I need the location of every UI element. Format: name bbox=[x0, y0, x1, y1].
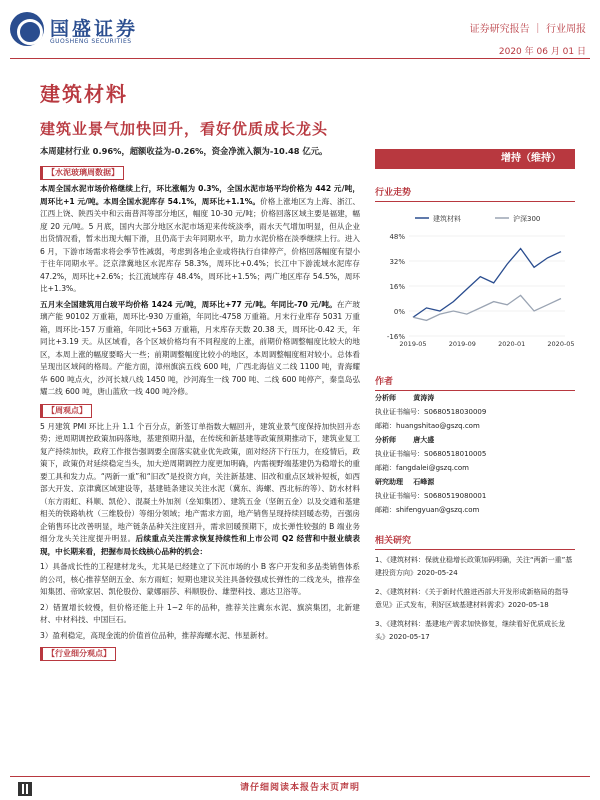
trend-chart bbox=[375, 208, 575, 358]
trend-title: 行业走势 bbox=[375, 185, 575, 202]
related-item[interactable]: 1、《建筑材料：保就业稳增长政策加码明确，关注“两新一重”基建投资方向》2020-05-24 bbox=[375, 556, 573, 577]
authors-list bbox=[375, 391, 575, 517]
report-date: 2020 年 06 月 01 日 bbox=[498, 47, 586, 57]
paragraph-body: 5 月建筑 PMI 环比上升 1.1 个百分点，新签订单指数大幅回升，建筑业景气度保持加快回升态势；逆周期调控政策加码落地，基建预期升温，在传统和新基建等政策预期推动下，建筑业复工复产持续加快，政府工作报告强调要全面落实就业优先政策，面对经济下行压力，在疫情后，政策下，政策仍对延续稳定当头，加大逆周期调控力度更加明确，内需视野端基建仍为稳增长的重要工具和发力点。“两新一重”和“旧改”是投资方向，关注新基建、旧改和重点区域补短板，如西部大开发、京津冀区域建设等，基建链条建议关注水泥（冀东、海螺、西北标的等）、防水材料（东方雨虹、科顺、凯伦）、混凝土外加剂（垒知集团）、建筑五金（坚朗五金）以及交通和基建相关的铁路轨枕（三维股份）等细分领域；地产需求方面，地产销售呈现持续回暖态势，百强房企销售环比改善明显，地产链条品种关注度回升，需求回暖预期下，成长弹性较强的 B 端业务细分龙头关注度提升明显。 bbox=[40, 421, 360, 543]
rating-badge: 增持（维持） bbox=[375, 149, 575, 169]
chart-svg bbox=[375, 208, 575, 358]
author-name: 唐大盛 bbox=[413, 436, 435, 444]
paragraph-lead: 本周全国水泥市场价格继续上行，环比涨幅为 0.3%，全国水泥市场平均价格为 442 元/吨，周环比+1 元/吨。本周全国水泥库存 54.1%，周环比+1.1%。 bbox=[40, 184, 360, 206]
footer-divider bbox=[10, 776, 590, 777]
sector-title: 建筑材料 bbox=[40, 82, 128, 106]
author-name: 黄涛涛 bbox=[413, 394, 435, 402]
x-tick-label: 2019-05 bbox=[399, 340, 427, 348]
footer-text: 请仔细阅读本报告末页声明 bbox=[239, 783, 360, 793]
x-tick-label: 2019-09 bbox=[448, 340, 476, 348]
series-line bbox=[413, 249, 561, 318]
paragraph bbox=[40, 183, 360, 296]
section-title: 【周观点】 bbox=[40, 404, 92, 418]
author-email[interactable]: 邮箱：shifengyuan@gszq.com bbox=[375, 506, 480, 514]
section-weekly-view bbox=[40, 402, 360, 643]
paragraph-body: 在产玻璃产能 90102 万重箱，周环比-930 万重箱，年同比-4758 万重箱。月末行业库存 5031 万重箱，周环比-157 万重箱，年同比+563 万重箱，月末库存天数 20.38 天，周环比-0.42 天，年同比+3.19 天。从区域看，各个区域价格均有不同程度的上涨，前期价格调整幅度比较大的地区，本周上涨的幅度要略大一些；前期调整幅度比较小的地区，本周调整幅度相对较小。总体看呈现出区域间的格局。产能方面，漳州旗滨五线 600 吨，广西北海信义二线 1100 吨，青海耀华 600 吨点火，沙河长城八线 1450 吨，沙河海生一线 700 吨、二线 600 吨停产，秦皇岛弘耀二线 600 吨，唐山蓝欣一线 400 吨冷修。 bbox=[40, 299, 360, 396]
author-block bbox=[375, 391, 575, 433]
paragraph-body: 价格上涨地区为上海、浙江、江西上饶、陕西关中和云南普洱等部分地区，幅度 10-30 元/吨；价格回落区域主要是福建，幅度 20 元/吨。5 月底，国内大部分地区水泥市场迎来传统淡季，雨水天气增加明显，但从企业出货情况看，暂未出现大幅下滑，且仍高于去年同期水平，助力水泥价格在淡季继续上行。进入 6 月，下游市场需求将会季节性减弱，考虑到各地企业或将执行自律停产，价格回落幅度有望小于往年同期水平。泛京津冀地区水泥库存 58.3%，周环比+0.4%；长江中下游流域水泥库存 47.2%，周环比+2.6%；长江流域库存 48.4%，周环比+1.5%；两广地区库存 54.5%，周环比+1.3%。 bbox=[40, 196, 360, 293]
y-tick-label: 32% bbox=[389, 258, 405, 266]
report-headline: 建筑业景气加快回升，看好优质成长龙头 bbox=[40, 120, 329, 138]
y-tick-label: 16% bbox=[389, 283, 405, 291]
section-title: 【行业细分观点】 bbox=[40, 647, 116, 661]
author-block bbox=[375, 433, 575, 475]
paragraph bbox=[40, 299, 360, 399]
section-cement-glass bbox=[40, 164, 360, 399]
paragraph-tail: 后续重点关注需求恢复持续性和上市公司 Q2 经营和中报业绩表现，中长期来看，把握布局长线核心品种的机会： bbox=[40, 534, 360, 556]
y-tick-label: 0% bbox=[393, 308, 405, 316]
main-column bbox=[40, 145, 360, 664]
authors-title: 作者 bbox=[375, 374, 575, 391]
list-item: 2）错置增长较慢，但价格还能上升 1~2 年的品种，推荐关注冀东水泥、旗滨集团，北新建材、中材科技、中国巨石。 bbox=[40, 602, 360, 624]
section-title: 【水泥玻璃周数据】 bbox=[40, 166, 124, 180]
logo-text: 国盛证券 bbox=[50, 18, 139, 40]
author-role: 分析师 bbox=[375, 394, 396, 402]
logo-subtext: GUOSHENG SECURITIES bbox=[50, 38, 132, 45]
related-list bbox=[375, 554, 575, 644]
sidebar bbox=[375, 145, 575, 650]
list-item: 1）具备成长性的工程建材龙头，尤其是已经建立了下沉市场的小 B 客户开发和多品类销售体系的公司，核心推荐坚朗五金、东方雨虹；短期也建议关注具备较强成长弹性的二线龙头，推荐垒知集团、帝欧家居、凯伦股份、蒙娜丽莎、科顺股份、雄塑科技、惠达卫浴等。 bbox=[40, 562, 360, 596]
author-cert: 执业证书编号：S0680518010005 bbox=[375, 450, 487, 458]
author-email[interactable]: 邮箱：fangdalei@gszq.com bbox=[375, 464, 469, 472]
y-tick-label: -16% bbox=[386, 333, 405, 341]
author-role: 分析师 bbox=[375, 436, 396, 444]
header-divider bbox=[10, 58, 590, 59]
legend-label: 建筑材料 bbox=[433, 215, 461, 223]
logo-icon bbox=[10, 12, 44, 46]
y-tick-label: 48% bbox=[389, 233, 405, 241]
author-cert: 执业证书编号：S0680518030009 bbox=[375, 408, 487, 416]
author-name: 石峰源 bbox=[413, 478, 435, 486]
paragraph bbox=[40, 421, 360, 559]
author-role: 研究助理 bbox=[375, 478, 403, 486]
legend-label: 沪深300 bbox=[513, 215, 541, 223]
series-line bbox=[413, 295, 561, 320]
related-item[interactable]: 3、《建筑材料：基建地产需求加快修复，继续看好优质成长龙头》2020-05-17 bbox=[375, 620, 565, 641]
company-logo bbox=[10, 12, 160, 48]
x-tick-label: 2020-05 bbox=[547, 340, 575, 348]
paragraph-lead: 五月末全国建筑用白玻平均价格 1424 元/吨，周环比+77 元/吨。年同比-70 元/吨。 bbox=[40, 299, 337, 309]
related-item[interactable]: 2、《建筑材料：《关于新时代推进西部大开发形成新格局的指导意见》正式发布，利好区域基建材料需求》2020-05-18 bbox=[375, 588, 569, 609]
summary-text: 本周建材行业 0.96%，超额收益为-0.26%，资金净流入额为-10.48 亿元。 bbox=[40, 146, 328, 156]
related-title: 相关研究 bbox=[375, 533, 575, 550]
report-type: 证券研究报告 ｜ 行业周报 bbox=[469, 24, 586, 35]
author-cert: 执业证书编号：S0680519080001 bbox=[375, 492, 487, 500]
author-email[interactable]: 邮箱：huangshitao@gszq.com bbox=[375, 422, 480, 430]
author-block bbox=[375, 475, 575, 517]
x-tick-label: 2020-01 bbox=[498, 340, 526, 348]
list-item: 3）盈利稳定，高现金流的价值首位品种，推荐海螺水泥、伟星新材。 bbox=[40, 630, 273, 640]
